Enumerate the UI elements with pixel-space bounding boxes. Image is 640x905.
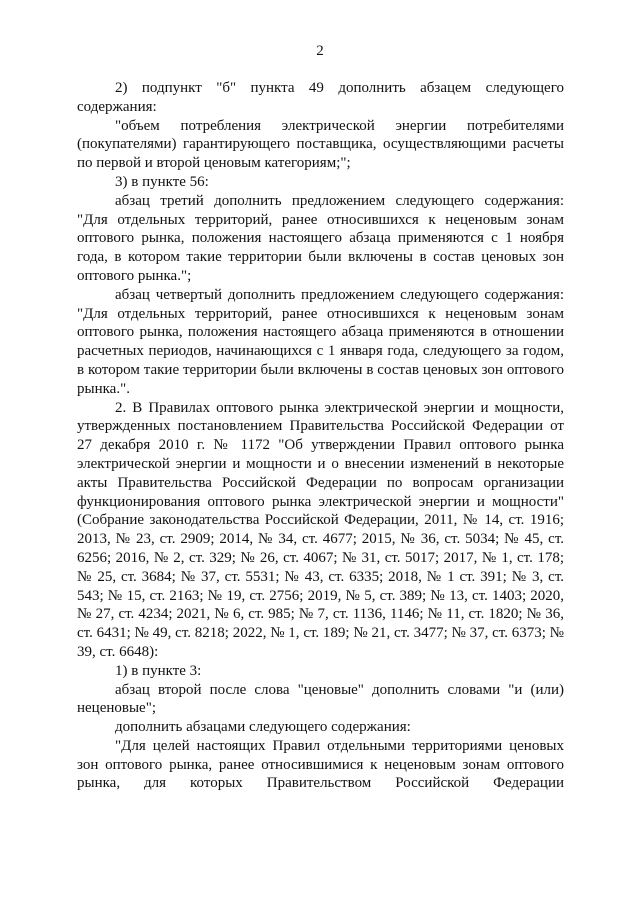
paragraph-9: дополнить абзацами следующего содержания: <box>115 719 411 736</box>
paragraph-8: абзац второй после слова "ценовые" дополнить словами "и (или) неценовые"; <box>77 681 564 717</box>
paragraph-2: "объем потребления электрической энергии потребителями (покупателями) гарантирующего поставщика, осуществляющими расчеты по первой и второй ценовым категориям;"; <box>77 117 564 172</box>
document-body <box>77 79 564 793</box>
page-number: 2 <box>316 43 324 59</box>
paragraph-7: 1) в пункте 3: <box>115 662 202 679</box>
paragraph-4: абзац третий дополнить предложением следующего содержания: "Для отдельных территорий, ранее относившихся к неценовым зонам оптового рынка, положения настоящего абзаца применяются с 1 ноября года, в котором такие территории были включены в состав ценовых зон оптового рынка."; <box>77 192 564 284</box>
paragraph-1: 2) подпункт "б" пункта 49 дополнить абзацем следующего содержания: <box>77 80 564 115</box>
paragraph-10: "Для целей настоящих Правил отдельными территориями ценовых зон оптового рынка, ранее относившимися к неценовым зонам оптового рынка, для которых Правительством Российской Федерации <box>77 737 564 792</box>
paragraph-6: 2. В Правилах оптового рынка электрической энергии и мощности, утвержденных постановлением Правительства Российской Федерации от 27 декабря 2010 г. № 1172 "Об утверждении Правил оптового рынка электрической энергии и мощности и о внесении изменений в некоторые акты Правительства Российской Федерации по вопросам организации функционирования оптового рынка электрической энергии и мощности" (Собрание законодательства Российской Федерации, 2011, № 14, ст. 1916; 2013, № 23, ст. 2909; 2014, № 34, ст. 4677; 2015, № 36, ст. 5034; № 45, ст. 6256; 2016, № 2, ст. 329; № 26, ст. 4067; № 31, ст. 5017; 2017, № 1, ст. 178; № 25, ст. 3684; № 37, ст. 5531; № 43, ст. 6335; 2018, № 1 ст. 391; № 3, ст. 543; № 15, ст. 2163; № 19, ст. 2756; 2019, № 5, ст. 389; № 13, ст. 1403; 2020, № 27, ст. 4234; 2021, № 6, ст. 985; № 7, ст. 1136, 1146; № 11, ст. 1820; № 36, ст. 6431; № 49, ст. 8218; 2022, № 1, ст. 189; № 21, ст. 3477; № 37, ст. 6373; № 39, ст. 6648): <box>77 399 564 660</box>
paragraph-3: 3) в пункте 56: <box>115 173 209 190</box>
paragraph-5: абзац четвертый дополнить предложением следующего содержания: "Для отдельных территорий, ранее относившихся к неценовым зонам оптового рынка, положения настоящего абзаца применяются в отношении расчетных периодов, начинающихся с 1 января года, следующего за годом, в котором такие территории были включены в состав ценовых зон оптового рынка.". <box>77 286 564 397</box>
